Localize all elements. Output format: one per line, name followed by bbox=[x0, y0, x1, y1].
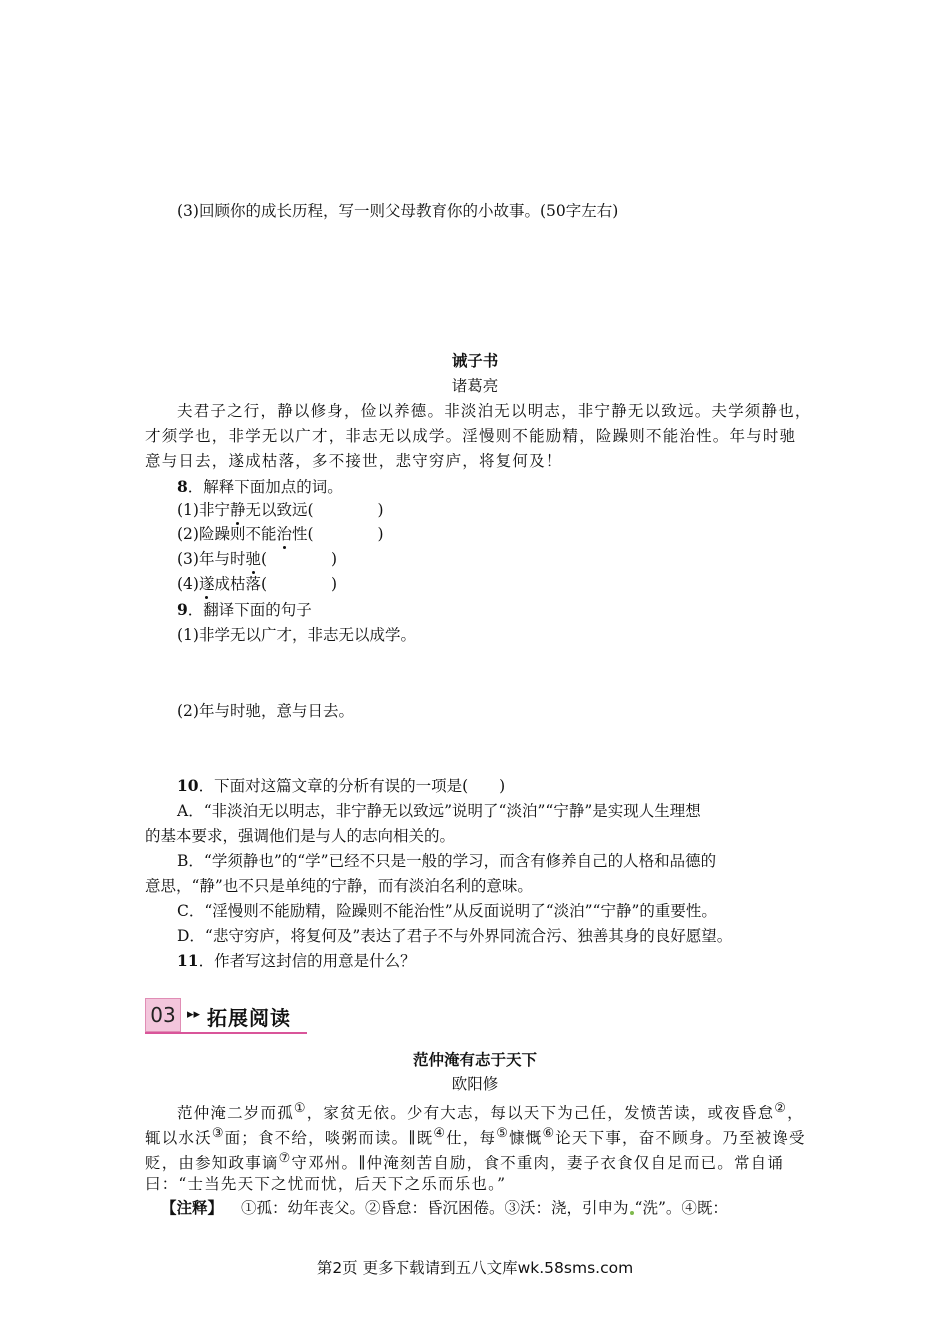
q10-option-a-line-1: A．“非淡泊无以明志，非宁静无以致远”说明了“淡泊”“宁静”是实现人生理想 bbox=[177, 802, 701, 820]
q8-item-3 bbox=[177, 549, 337, 569]
passage2-line-3-b: 守邓州。∥仲淹刻苦自励，食不重肉，妻子衣食仅自足而已。常自诵 bbox=[291, 1154, 785, 1173]
passage1-line-3: 意与日去，遂成枯落，多不接世，悲守穷庐，将复何及！ bbox=[145, 452, 563, 470]
q9-item-1: (1)非学无以广才，非志无以成学。 bbox=[177, 626, 416, 644]
passage1-line-2: 才须学也，非学无以广才，非志无以成学。淫慢则不能励精，险躁则不能治性。年与时驰 bbox=[145, 427, 797, 445]
q9-item-2: (2)年与时驰，意与日去。 bbox=[177, 702, 354, 720]
footnote-marker: ② bbox=[774, 1101, 788, 1116]
q8-heading bbox=[177, 477, 343, 497]
passage2-line-2 bbox=[145, 1124, 806, 1148]
footnote-marker: ⑦ bbox=[278, 1151, 292, 1166]
q8-text: ．解释下面加点的词。 bbox=[187, 478, 343, 496]
notes-line bbox=[161, 1198, 728, 1218]
q10-option-b-line-2: 意思，“静”也不只是单纯的宁静，而有淡泊名利的意味。 bbox=[145, 877, 533, 895]
footnote-marker: ① bbox=[293, 1101, 307, 1116]
q11-heading bbox=[177, 951, 416, 971]
notes-text-b: “洗”。④既： bbox=[634, 1199, 728, 1217]
q3-prompt: (3)回顾你的成长历程，写一则父母教育你的小故事。(50字左右) bbox=[177, 202, 619, 220]
q10-text: ．下面对这篇文章的分析有误的一项是( ) bbox=[198, 777, 506, 795]
passage2-line-3-a: 贬，由参知政事谪 bbox=[145, 1154, 279, 1173]
q11-text: ．作者写这封信的用意是什么？ bbox=[198, 952, 416, 970]
section-header-extended-reading bbox=[145, 998, 307, 1034]
q8-item-3-pre: (3)年与时 bbox=[177, 550, 246, 568]
q8-item-2-post: 性( bbox=[291, 525, 314, 543]
q8-item-3-end: ) bbox=[331, 550, 338, 568]
footnote-marker: ④ bbox=[433, 1126, 447, 1141]
q10-option-b-line-1: B．“学须静也”的“学”已经不只是一般的学习，而含有修养自己的人格和品德的 bbox=[177, 852, 717, 870]
section-number-badge: 03 bbox=[145, 998, 181, 1032]
passage2-line-1-a: 范仲淹二岁而孤 bbox=[177, 1104, 294, 1123]
green-dot-mark bbox=[630, 1211, 634, 1215]
passage1-author: 诸葛亮 bbox=[451, 377, 499, 395]
passage1-line-1: 夫君子之行，静以修身，俭以养德。非淡泊无以明志，非宁静无以致远。夫学须静也， bbox=[177, 402, 812, 420]
q8-item-3-dotted: 驰 bbox=[245, 550, 261, 568]
q8-item-2 bbox=[177, 524, 384, 544]
q10-option-a-line-2: 的基本要求，强调他们是与人的志向相关的。 bbox=[145, 827, 456, 845]
q8-item-2-pre: (2)险躁则不能 bbox=[177, 525, 277, 543]
passage2-line-2-a: 辄以水沃 bbox=[145, 1129, 212, 1148]
q8-item-2-dotted: 治 bbox=[276, 525, 292, 543]
q9-number: 9 bbox=[177, 600, 188, 619]
passage2-title: 范仲淹有志于天下 bbox=[412, 1051, 537, 1069]
passage2-author: 欧阳修 bbox=[451, 1075, 499, 1093]
section-label: 拓展阅读 bbox=[207, 1006, 291, 1030]
passage2-line-2-b: 面；食不给，啖粥而读。∥既 bbox=[224, 1129, 434, 1148]
q8-number: 8 bbox=[177, 477, 188, 496]
q10-heading bbox=[177, 776, 505, 796]
q9-heading bbox=[177, 600, 312, 620]
q8-item-1 bbox=[177, 500, 384, 520]
q10-option-c: C．“淫慢则不能励精，险躁则不能治性”从反面说明了“淡泊”“宁静”的重要性。 bbox=[177, 902, 717, 920]
passage2-line-1-c: ， bbox=[787, 1104, 804, 1123]
q8-item-1-post: 无以致远( bbox=[245, 501, 314, 519]
q10-option-d: D．“悲守穷庐，将复何及”表达了君子不与外界同流合污、独善其身的良好愿望。 bbox=[177, 927, 733, 945]
q8-item-4-dotted: 遂 bbox=[198, 575, 215, 593]
passage2-line-2-d: 慷慨 bbox=[509, 1129, 543, 1148]
double-arrow-icon: ▸▸ bbox=[187, 1007, 201, 1022]
passage2-line-2-e: 论天下事，奋不顾身。乃至被谗受 bbox=[555, 1129, 806, 1148]
q10-number: 10 bbox=[177, 776, 199, 795]
passage2-line-4: 曰：“士当先天下之忧而忧，后天下之乐而乐也。” bbox=[145, 1175, 507, 1193]
passage2-line-1-b: ，家贫无依。少有大志，每以天下为己任，发愤苦读，或夜昏怠 bbox=[306, 1104, 775, 1123]
q8-item-2-end: ) bbox=[377, 525, 384, 543]
q8-item-1-pre: (1)非宁 bbox=[177, 501, 230, 519]
passage2-line-3 bbox=[145, 1149, 784, 1173]
q11-number: 11 bbox=[177, 951, 199, 970]
passage2-line-1 bbox=[177, 1099, 804, 1123]
footnote-marker: ⑥ bbox=[542, 1126, 556, 1141]
page-footer: 第2页 更多下载请到五八文库wk.58sms.com bbox=[316, 1259, 634, 1277]
q8-item-4 bbox=[177, 574, 337, 594]
section-underline bbox=[145, 1032, 307, 1034]
q8-item-1-dotted: 静 bbox=[229, 501, 246, 519]
notes-text-a: ①孤：幼年丧父。②昏怠：昏沉困倦。③沃：浇，引申为 bbox=[241, 1199, 629, 1217]
passage1-title: 诫子书 bbox=[451, 352, 499, 370]
q8-item-3-post: ( bbox=[260, 550, 268, 568]
q8-item-4-pre: (4) bbox=[177, 575, 199, 593]
q8-item-4-post: 成枯落( bbox=[214, 575, 268, 593]
q8-item-4-end: ) bbox=[331, 575, 338, 593]
footnote-marker: ③ bbox=[211, 1126, 225, 1141]
footnote-marker: ⑤ bbox=[496, 1126, 510, 1141]
q8-item-1-end: ) bbox=[377, 501, 384, 519]
q9-text: ．翻译下面的句子 bbox=[187, 601, 312, 619]
passage2-line-2-c: 仕，每 bbox=[446, 1129, 497, 1148]
notes-label: 【注释】 bbox=[161, 1198, 224, 1217]
